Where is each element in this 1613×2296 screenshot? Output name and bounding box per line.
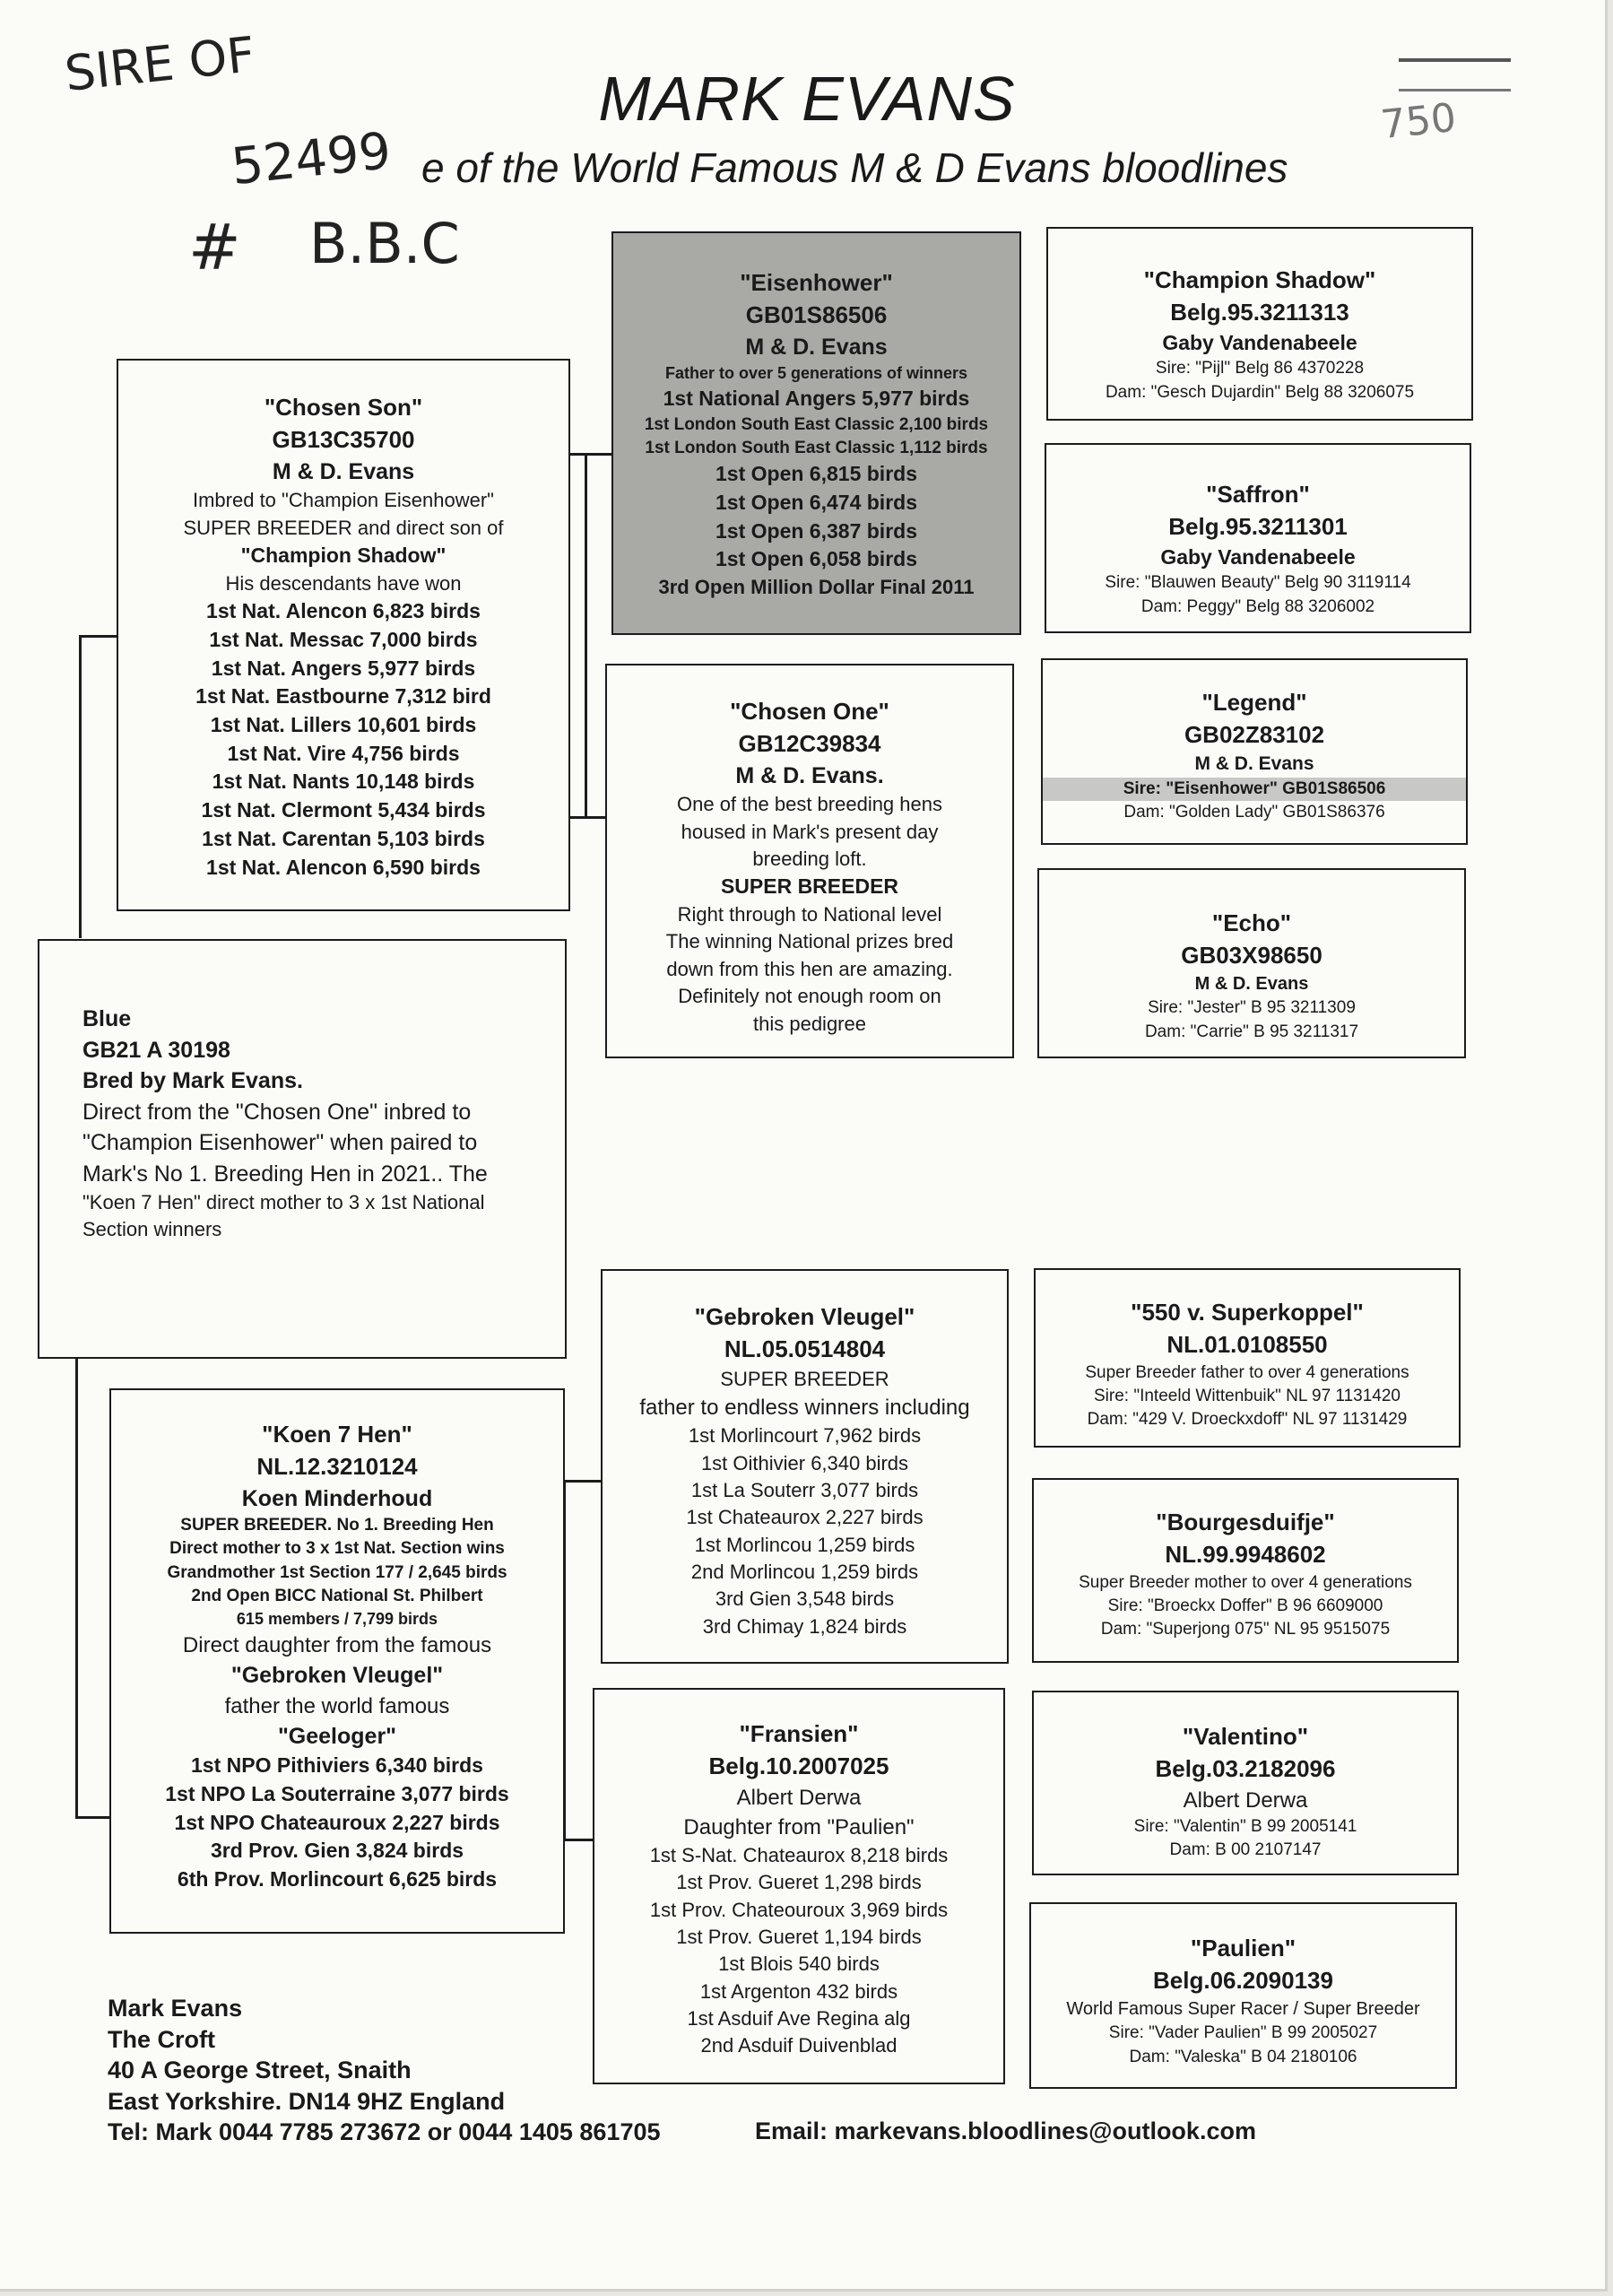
description-line: Mark's No 1. Breeding Hen in 2021.. The: [82, 1161, 488, 1187]
dam-line: Dam: "Golden Lady" GB01S86376: [1123, 802, 1385, 822]
result-line: 1st Blois 540 birds: [718, 1952, 880, 1976]
email-link[interactable]: Email: markevans.bloodlines@outlook.com: [755, 2118, 1256, 2144]
description-line: Father to over 5 generations of winners: [664, 364, 968, 383]
ring-number: GB02Z83102: [1184, 720, 1325, 748]
result-line: 1st Open 6,474 birds: [715, 490, 917, 514]
pigeon-card-granddam-1: [605, 664, 1014, 1058]
breeder: M & D. Evans: [745, 334, 888, 360]
connector-line: [79, 635, 118, 638]
sire-line: Sire: "Pijl" Belg 86 4370228: [1155, 359, 1365, 378]
result-line: 1st Nat. Vire 4,756 birds: [227, 741, 460, 765]
dam-line: Dam: B 00 2107147: [1169, 1840, 1322, 1860]
ring-number: Belg.03.2182096: [1155, 1754, 1336, 1782]
description-line: Direct mother to 3 x 1st Nat. Section wins: [169, 1539, 505, 1559]
connector-line: [570, 816, 605, 819]
dam-line: Dam: "Valeska" B 04 2180106: [1129, 2047, 1357, 2066]
bird-name: Blue: [82, 1006, 132, 1031]
handwritten-note-bbc: B.B.C: [309, 211, 460, 276]
result-line: 1st Nat. Lillers 10,601 birds: [210, 713, 477, 736]
description-line: World Famous Super Racer / Super Breeder: [1066, 1998, 1420, 2019]
ring-number: NL.12.3210124: [256, 1452, 418, 1480]
description-line: Daughter from "Paulien": [683, 1814, 915, 1839]
description-line: Direct daughter from the famous: [182, 1632, 492, 1657]
result-line: 2nd Morlincou 1,259 birds: [690, 1561, 919, 1584]
bird-name: "Saffron": [1206, 481, 1310, 508]
ring-number: NL.99.9948602: [1165, 1540, 1326, 1568]
ring-number: Belg.10.2007025: [708, 1752, 889, 1779]
result-line: 1st Open 6,387 birds: [715, 518, 917, 543]
description-line: Super Breeder mother to over 4 generations: [1079, 1572, 1412, 1592]
description-line: "Gebroken Vleugel": [230, 1663, 444, 1689]
pigeon-card-grandsire-1: [611, 231, 1021, 635]
pigeon-card-sire: [117, 359, 570, 911]
description-line: father to endless winners including: [639, 1396, 970, 1421]
result-line: 3rd Chimay 1,824 birds: [702, 1614, 907, 1638]
description-line: Right through to National level: [677, 903, 942, 926]
dam-line: Dam: "Gesch Dujardin" Belg 88 3206075: [1105, 382, 1415, 402]
breeder: Koen Minderhoud: [241, 1485, 433, 1511]
ring-number: Belg.95.3211313: [1170, 298, 1349, 326]
description-line: Definitely not enough room on: [678, 985, 941, 1008]
bird-name: "Legend": [1201, 689, 1307, 716]
pigeon-card-great-grandparent-8: [1029, 1902, 1457, 2089]
result-line: 1st Argenton 432 birds: [699, 1979, 898, 2003]
result-line: 1st NPO La Souterraine 3,077 birds: [165, 1781, 509, 1805]
breeder: Bred by Mark Evans.: [82, 1068, 303, 1093]
breeder: Albert Derwa: [736, 1785, 862, 1810]
result-line: 1st Nat. Carentan 5,103 birds: [202, 826, 485, 850]
bird-name: "Chosen One": [730, 698, 889, 725]
description-line: "Champion Shadow": [240, 543, 447, 567]
ring-number: Belg.06.2090139: [1153, 1966, 1333, 1994]
bird-name: "Eisenhower": [740, 269, 893, 296]
result-line: 1st Nat. Eastbourne 7,312 bird: [195, 684, 491, 709]
connector-line: [79, 635, 82, 938]
description-line: down from this hen are amazing.: [666, 957, 953, 980]
pigeon-card-great-grandparent-6: [1032, 1478, 1459, 1663]
ring-number: GB03X98650: [1181, 941, 1322, 969]
description-line: this pedigree: [753, 1012, 866, 1035]
sire-line: Sire: "Broeckx Doffer" B 96 6609000: [1107, 1596, 1383, 1615]
dam-line: Dam: "Carrie" B 95 3211317: [1144, 1022, 1359, 1041]
result-line: 1st Nat. Alencon 6,823 birds: [206, 599, 481, 623]
bird-name: "Echo": [1211, 909, 1292, 936]
result-line: 1st Nat. Messac 7,000 birds: [209, 627, 478, 651]
result-line: 6th Prov. Morlincourt 6,625 birds: [177, 1867, 498, 1892]
result-line: 1st Asduif Ave Regina alg: [687, 2007, 911, 2031]
breeder: M & D. Evans: [1194, 752, 1314, 774]
dam-line: Dam: "Superjong 075" NL 95 9515075: [1100, 1620, 1391, 1639]
result-line: 3rd Open Million Dollar Final 2011: [658, 576, 975, 599]
contact-address: [108, 1993, 661, 2148]
description-line: Imbred to "Champion Eisenhower": [192, 489, 494, 512]
handwritten-note-top-right: 750: [1378, 94, 1459, 149]
ring-number: GB21 A 30198: [82, 1037, 230, 1063]
description-line: One of the best breeding hens: [677, 793, 942, 816]
pigeon-card-great-grandparent-7: [1032, 1691, 1459, 1875]
dam-line: Dam: "429 V. Droeckxdoff" NL 97 1131429: [1087, 1410, 1408, 1430]
handwritten-note-number: 52499: [229, 121, 395, 197]
result-line: 1st Oithivier 6,340 birds: [700, 1451, 909, 1474]
description-line: Direct from the "Chosen One" inbred to: [82, 1099, 472, 1125]
sire-line: Sire: "Jester" B 95 3211309: [1148, 998, 1356, 1018]
result-line: 1st Morlincourt 7,962 birds: [688, 1424, 922, 1448]
description-line: "Champion Eisenhower" when paired to: [82, 1130, 478, 1155]
bird-name: "Gebroken Vleugel": [694, 1303, 915, 1330]
result-line: 1st Nat. Clermont 5,434 birds: [201, 798, 486, 822]
page-subtitle: e of the World Famous M & D Evans bloodlines: [421, 144, 1288, 191]
description-line: "Koen 7 Hen" direct mother to 3 x 1st National: [82, 1191, 485, 1213]
result-line: 2nd Asduif Duivenblad: [700, 2034, 898, 2057]
connector-line: [75, 1359, 78, 1816]
sire-line: Sire: "Valentin" B 99 2005141: [1133, 1816, 1357, 1836]
pigeon-card-dam: [109, 1388, 565, 1934]
pigeon-card-great-grandparent-2: [1045, 443, 1471, 633]
description-line: SUPER BREEDER. No 1. Breeding Hen: [180, 1516, 494, 1535]
pigeon-card-great-grandparent-3: [1041, 658, 1468, 845]
result-line: 1st London South East Classic 1,112 birds: [645, 439, 988, 458]
sire-line: Sire: "Blauwen Beauty" Belg 90 3119114: [1105, 573, 1411, 593]
result-line: 1st National Angers 5,977 birds: [663, 387, 970, 411]
connector-line: [585, 453, 587, 816]
bird-name: "550 v. Superkoppel": [1131, 1299, 1364, 1326]
connector-line: [75, 1816, 111, 1819]
bird-name: "Valentino": [1182, 1723, 1309, 1750]
ring-number: NL.05.0514804: [724, 1335, 886, 1362]
description-line: Grandmother 1st Section 177 / 2,645 birds: [167, 1562, 507, 1582]
connector-line: [570, 453, 611, 456]
result-line: 1st Nat. Angers 5,977 birds: [211, 656, 476, 680]
result-line: 1st Open 6,815 birds: [715, 462, 917, 486]
ring-number: GB13C35700: [272, 425, 415, 453]
result-line: 1st Prov. Gueret 1,194 birds: [676, 1926, 922, 1949]
description-line: 615 members / 7,799 birds: [236, 1610, 438, 1629]
result-line: 1st Prov. Chateouroux 3,969 birds: [649, 1898, 949, 1921]
description-line: father the world famous: [224, 1693, 450, 1718]
connector-line: [563, 1480, 601, 1483]
ring-number: NL.01.0108550: [1166, 1330, 1328, 1358]
sire-line: Sire: "Eisenhower" GB01S86506: [1043, 778, 1466, 801]
breeder: M & D. Evans.: [735, 762, 884, 788]
sire-line: Sire: "Vader Paulien" B 99 2005027: [1108, 2023, 1378, 2043]
breeder: M & D. Evans: [272, 458, 415, 484]
connector-line: [563, 1839, 593, 1841]
sire-line: Sire: "Inteeld Wittenbuik" NL 97 1131420: [1094, 1386, 1401, 1405]
description-line: breeding loft.: [752, 847, 867, 870]
ring-number: Belg.95.3211301: [1168, 512, 1348, 540]
result-line: 1st London South East Classic 2,100 birds: [644, 414, 989, 434]
result-line: 1st Open 6,058 birds: [715, 547, 917, 571]
description-line: Super Breeder father to over 4 generations: [1085, 1362, 1409, 1382]
dam-line: Dam: Peggy" Belg 88 3206002: [1140, 596, 1375, 616]
description-line: 2nd Open BICC National St. Philbert: [191, 1586, 483, 1605]
contact-name: Mark Evans: [108, 1995, 243, 2022]
result-line: 1st S-Nat. Chateaurox 8,218 birds: [649, 1843, 949, 1866]
pigeon-card-grandsire-2: [601, 1269, 1009, 1664]
breeder: Gaby Vandenabeele: [1160, 544, 1356, 569]
description-line: SUPER BREEDER: [720, 1367, 889, 1390]
ring-number: GB01S86506: [745, 300, 888, 328]
description-line: The winning National prizes bred: [665, 930, 954, 953]
result-line: 1st Nat. Nants 10,148 birds: [212, 770, 475, 794]
description-line: "Geeloger": [277, 1723, 397, 1749]
pigeon-card-great-grandparent-1: [1046, 227, 1473, 421]
pigeon-card-subject: [38, 939, 567, 1359]
description-line: SUPER BREEDER and direct son of: [183, 516, 504, 539]
description-line: SUPER BREEDER: [720, 874, 899, 899]
result-line: 1st NPO Chateauroux 2,227 birds: [174, 1810, 500, 1834]
address-line: East Yorkshire. DN14 9HZ England: [108, 2087, 506, 2115]
bird-name: "Bourgesduifje": [1156, 1509, 1335, 1535]
description-line: Section winners: [82, 1218, 222, 1241]
bird-name: "Koen 7 Hen": [262, 1421, 412, 1448]
address-line: 40 A George Street, Snaith: [108, 2057, 412, 2084]
bird-name: "Fransien": [739, 1720, 859, 1747]
bird-name: "Champion Shadow": [1143, 266, 1376, 293]
bird-name: "Paulien": [1190, 1935, 1296, 1961]
result-line: 1st Morlincou 1,259 birds: [694, 1533, 915, 1556]
ring-number: GB12C39834: [738, 729, 881, 757]
handwritten-hash-mark: #: [188, 211, 241, 284]
handwritten-scribble-top-right: [1399, 58, 1511, 91]
handwritten-note-sire-of: SIRE OF: [62, 26, 258, 102]
result-line: 1st Chateaurox 2,227 birds: [686, 1506, 924, 1529]
result-line: 1st Prov. Gueret 1,298 birds: [676, 1871, 922, 1894]
result-line: 3rd Prov. Gien 3,824 birds: [210, 1839, 464, 1863]
breeder: Gaby Vandenabeele: [1162, 330, 1357, 354]
result-line: 1st NPO Pithiviers 6,340 birds: [191, 1753, 483, 1778]
description-line: His descendants have won: [225, 571, 462, 595]
breeder: Albert Derwa: [1183, 1787, 1308, 1813]
result-line: 1st La Souterr 3,077 birds: [690, 1478, 919, 1501]
address-line: The Croft: [108, 2025, 215, 2053]
result-line: 1st Nat. Alencon 6,590 birds: [206, 855, 481, 879]
pigeon-card-great-grandparent-5: [1034, 1268, 1461, 1448]
result-line: 3rd Gien 3,548 birds: [715, 1587, 895, 1611]
description-line: housed in Mark's present day: [681, 820, 939, 843]
pigeon-card-great-grandparent-4: [1037, 868, 1466, 1058]
page-title: MARK EVANS: [598, 64, 1016, 134]
phone-line: Tel: Mark 0044 7785 273672 or 0044 1405 861705: [108, 2118, 661, 2146]
breeder: M & D. Evans: [1194, 973, 1309, 994]
bird-name: "Chosen Son": [264, 394, 423, 421]
